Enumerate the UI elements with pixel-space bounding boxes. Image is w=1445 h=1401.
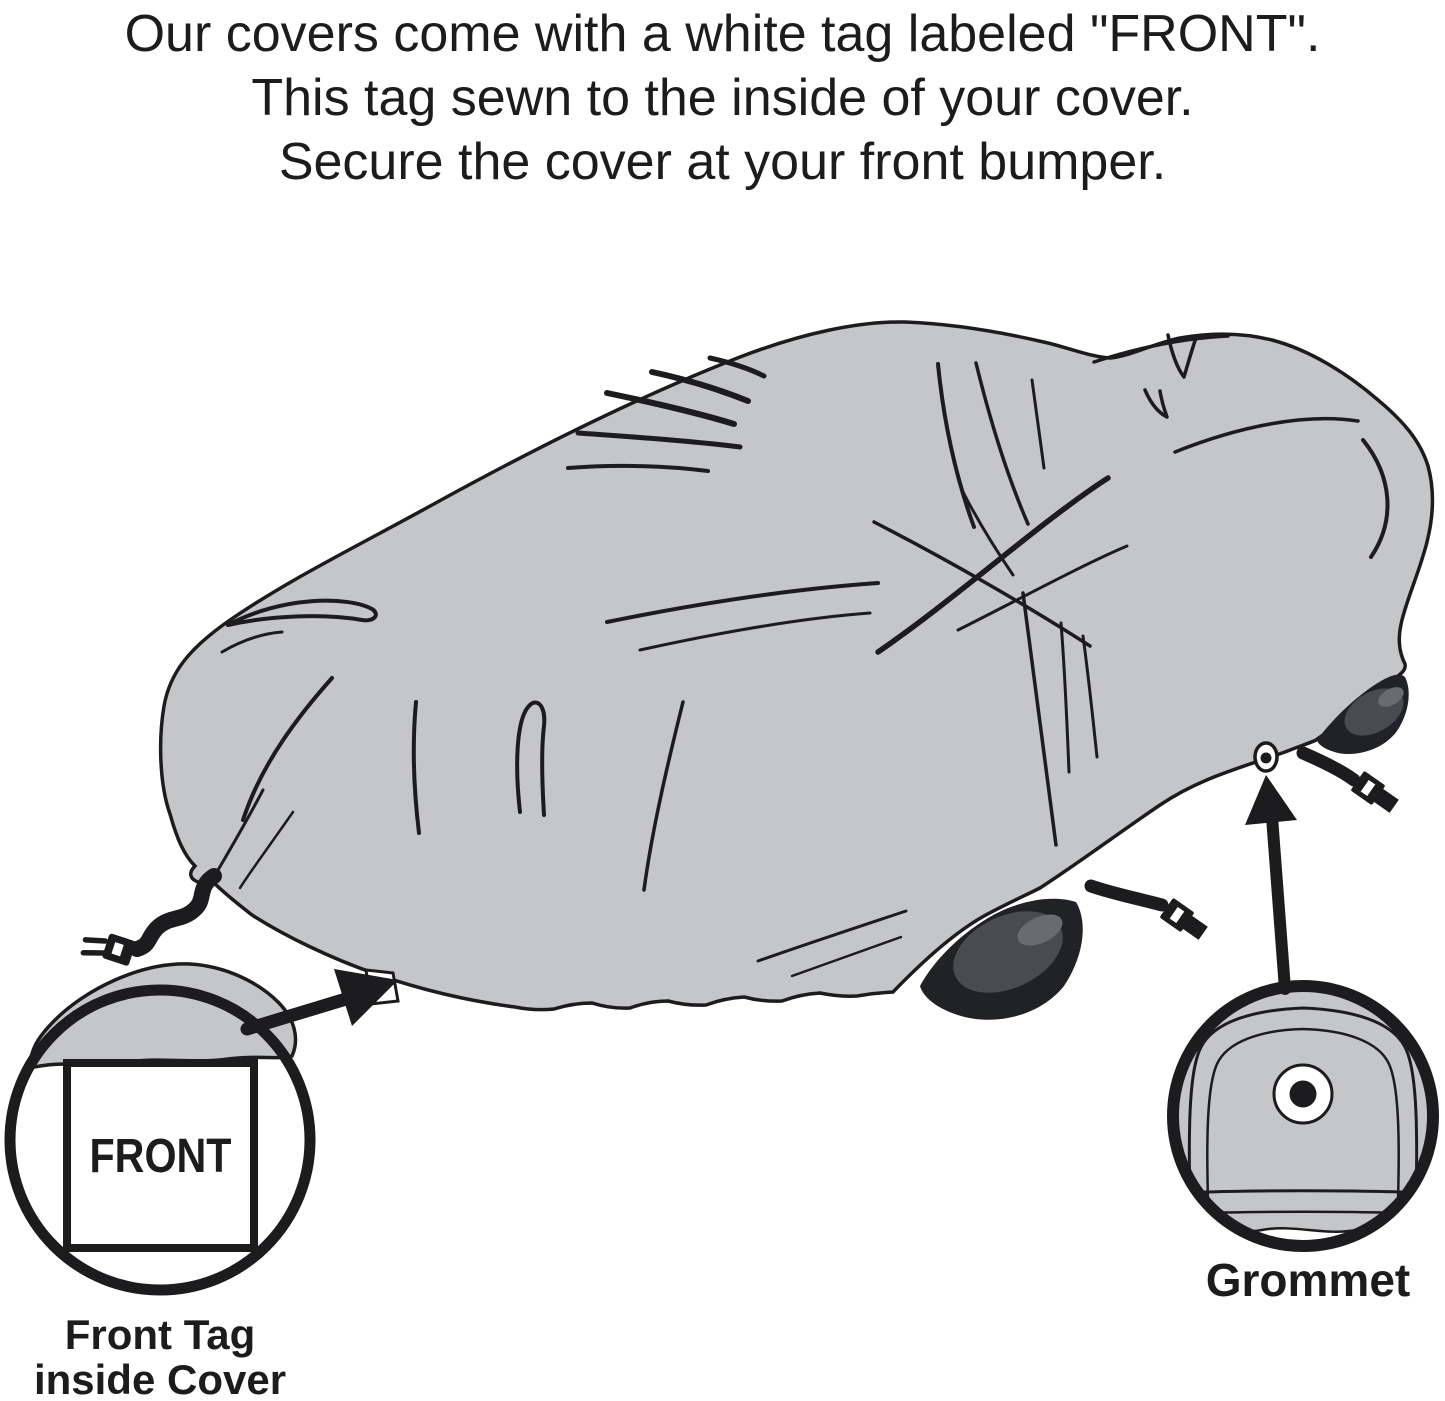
grommet-callout-circle — [1170, 986, 1436, 1252]
front-tag-label-line1: Front Tag — [64, 1311, 256, 1358]
front-tag-callout-circle — [10, 964, 310, 1290]
rear-strap-buckle — [1303, 753, 1401, 816]
front-tag-text: FRONT — [89, 1130, 232, 1183]
front-tag-label-line2: inside Cover — [33, 1356, 287, 1401]
middle-strap-buckle — [1091, 886, 1210, 943]
grommet-arrow — [1245, 775, 1297, 989]
instruction-line-2: This tag sewn to the inside of your cover. — [251, 69, 1194, 127]
grommet-label: Grommet — [1205, 1254, 1411, 1306]
front-strap-buckle — [81, 876, 214, 967]
car-cover-body — [161, 322, 1433, 1010]
cover-grommet — [1255, 743, 1277, 771]
instruction-line-1: Our covers come with a white tag labeled "FRONT". — [124, 5, 1321, 63]
instruction-line-3: Secure the cover at your front bumper. — [278, 133, 1167, 191]
grommet-hole — [1290, 1081, 1317, 1108]
